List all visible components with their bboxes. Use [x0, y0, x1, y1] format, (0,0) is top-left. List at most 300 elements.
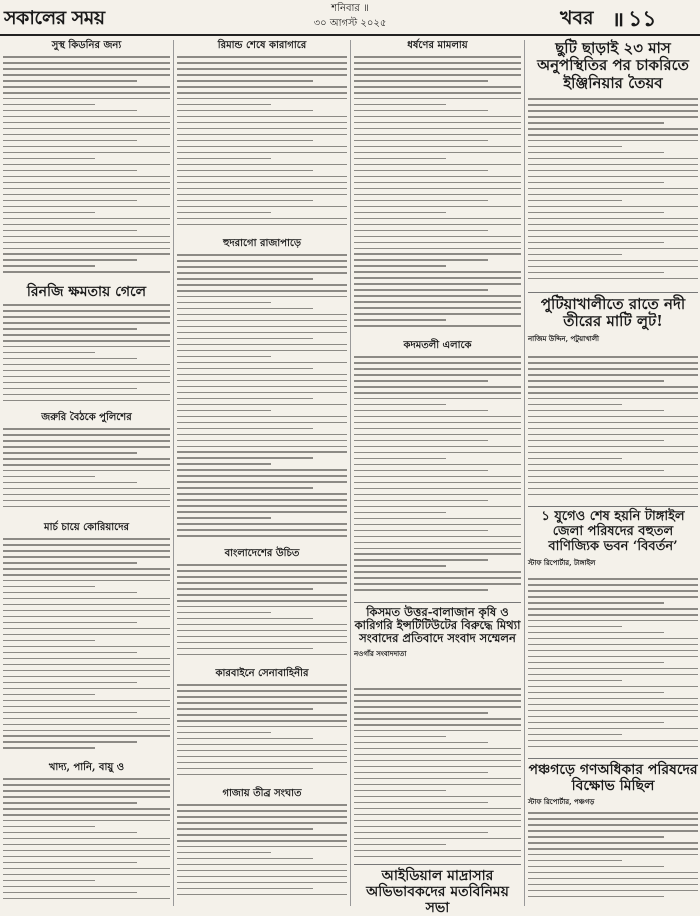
text-line: [3, 170, 137, 172]
text-line: [354, 92, 521, 94]
text-line: [3, 718, 170, 720]
text-line: [528, 686, 698, 688]
text-line: [177, 457, 313, 459]
text-line: [354, 500, 488, 502]
text-line: [528, 722, 664, 724]
text-line: [3, 265, 95, 267]
text-line: [354, 796, 521, 798]
text-line: [354, 724, 521, 726]
text-line: [354, 694, 521, 696]
text-line: [528, 182, 664, 184]
text-line: [3, 494, 170, 496]
text-line: [177, 188, 347, 190]
text-line: [177, 56, 347, 58]
text-line: [3, 334, 170, 336]
text-line: [3, 506, 170, 508]
text-line: [354, 850, 521, 852]
text-line: [528, 398, 698, 400]
text-line: [177, 804, 347, 806]
text-line: [528, 380, 664, 382]
text-line: [3, 856, 170, 858]
text-line: [354, 826, 521, 828]
text-line: [177, 254, 347, 256]
text-line: [177, 505, 347, 507]
text-line: [177, 122, 347, 124]
text-line: [3, 874, 170, 876]
text-line: [528, 866, 664, 868]
text-line: [177, 535, 347, 537]
text-line: [528, 716, 698, 718]
text-line: [354, 158, 446, 160]
headline-tangail: ১ যুগেও শেষ হয়নি টাঙ্গাইল জেলা পরিষদের বহুতল বাণিজ্যিক ভবন ‘বিবর্তন’: [541, 509, 685, 554]
text-line: [354, 559, 488, 561]
text-line: [177, 576, 347, 578]
text-line: [3, 664, 170, 666]
text-line: [177, 714, 347, 716]
text-line: [354, 814, 521, 816]
text-line: [354, 856, 521, 858]
text-line: [528, 458, 622, 460]
text-line: [177, 642, 347, 644]
text-line: [528, 422, 698, 424]
text-line: [177, 356, 271, 358]
text-line: [177, 750, 347, 752]
text-line: [3, 790, 170, 792]
headline-bangladesh: বাংলাদেশের উচিত: [224, 548, 300, 559]
text-line: [354, 128, 521, 130]
text-line: [354, 62, 521, 64]
text-line: [354, 68, 521, 70]
text-line: [354, 80, 488, 82]
text-line: [528, 254, 622, 256]
article-panchagarh: [528, 762, 698, 906]
column-rule-1: [173, 40, 174, 906]
text-line: [528, 704, 698, 706]
body-text: [3, 56, 170, 278]
text-line: [3, 820, 170, 822]
text-line: [177, 564, 347, 566]
text-line: [354, 230, 488, 232]
text-line: [3, 394, 170, 396]
text-line: [354, 706, 521, 708]
text-line: [3, 646, 170, 648]
text-line: [177, 338, 313, 340]
text-line: [354, 530, 488, 532]
column-3: [354, 40, 521, 916]
text-line: [3, 488, 170, 490]
text-line: [177, 606, 347, 608]
text-line: [177, 284, 347, 286]
text-line: [354, 778, 521, 780]
text-line: [354, 742, 488, 744]
text-line: [177, 588, 313, 590]
text-line: [3, 682, 137, 684]
text-line: [3, 92, 170, 94]
text-line: [177, 618, 313, 620]
body-text: [177, 684, 347, 782]
masthead-separator: ॥: [612, 7, 624, 31]
text-line: [354, 565, 446, 567]
text-line: [354, 688, 521, 690]
article-remand: [177, 40, 347, 234]
text-line: [528, 644, 698, 646]
text-line: [528, 374, 698, 376]
text-line: [528, 446, 698, 448]
text-line: [354, 476, 521, 478]
text-line: [177, 86, 347, 88]
text-line: [3, 482, 137, 484]
text-line: [177, 870, 347, 872]
text-line: [528, 812, 698, 814]
article-kadamtali: [354, 340, 521, 598]
text-line: [177, 110, 313, 112]
text-line: [354, 146, 521, 148]
text-line: [528, 116, 698, 118]
dateline: [240, 1, 460, 31]
text-line: [354, 838, 521, 840]
text-line: [354, 386, 521, 388]
text-line: [354, 820, 521, 822]
text-line: [177, 260, 347, 262]
article-kidney: [3, 40, 170, 280]
byline-kismot: নওগাঁর সংবাদদাতা: [354, 648, 407, 658]
text-line: [3, 98, 170, 100]
text-line: [3, 694, 95, 696]
text-line: [354, 248, 521, 250]
text-line: [354, 356, 521, 358]
body-text: [354, 356, 521, 596]
text-line: [354, 577, 521, 579]
text-line: [177, 344, 347, 346]
masthead: [0, 0, 700, 36]
text-line: [3, 206, 170, 208]
text-line: [3, 304, 170, 306]
text-line: [177, 834, 347, 836]
text-line: [3, 634, 170, 636]
text-line: [3, 676, 170, 678]
text-line: [354, 506, 521, 508]
text-line: [3, 580, 170, 582]
text-line: [354, 790, 446, 792]
text-line: [177, 386, 347, 388]
text-line: [177, 720, 347, 722]
text-line: [354, 416, 521, 418]
headline-rape-case: ধর্ষণের মামলায়: [407, 40, 468, 51]
text-line: [177, 702, 347, 704]
text-line: [354, 86, 521, 88]
text-line: [354, 571, 521, 573]
text-line: [3, 598, 170, 600]
text-line: [3, 556, 170, 558]
text-line: [528, 740, 698, 742]
byline-patuakhali: নাজিম উদ্দিন, পটুয়াখালী: [528, 333, 600, 343]
body-text: [528, 356, 698, 502]
text-line: [3, 434, 170, 436]
text-line: [528, 206, 698, 208]
text-line: [528, 194, 698, 196]
text-line: [354, 428, 521, 430]
text-line: [177, 744, 347, 746]
text-line: [3, 838, 170, 840]
text-line: [3, 706, 170, 708]
text-line: [177, 451, 347, 453]
text-line: [354, 374, 521, 376]
text-line: [528, 248, 698, 250]
text-line: [528, 848, 698, 850]
text-line: [354, 271, 521, 273]
text-line: [3, 242, 170, 244]
text-line: [177, 374, 347, 376]
text-line: [3, 640, 95, 642]
text-line: [3, 259, 137, 261]
text-line: [3, 880, 95, 882]
text-line: [177, 116, 347, 118]
column-1: [3, 40, 170, 906]
text-line: [177, 624, 347, 626]
text-line: [177, 380, 347, 382]
text-line: [528, 140, 698, 142]
text-line: [354, 116, 521, 118]
text-line: [3, 194, 170, 196]
text-line: [3, 428, 170, 430]
text-line: [177, 594, 347, 596]
text-line: [3, 604, 170, 606]
text-line: [354, 170, 488, 172]
headline-police: জরুরি বৈঠকে পুলিশের: [41, 412, 132, 423]
text-line: [3, 898, 170, 900]
text-line: [354, 212, 446, 214]
body-text: [177, 804, 347, 904]
text-line: [528, 878, 698, 880]
article-korea: [3, 522, 170, 758]
text-line: [354, 176, 521, 178]
text-line: [3, 476, 95, 478]
text-line: [528, 596, 698, 598]
text-line: [528, 602, 664, 604]
text-line: [177, 368, 313, 370]
text-line: [354, 404, 446, 406]
headline-kidney: সুস্থ কিডনির জন্য: [51, 40, 122, 51]
text-line: [3, 322, 170, 324]
text-line: [177, 816, 347, 818]
text-line: [177, 852, 271, 854]
text-line: [354, 760, 521, 762]
text-line: [3, 832, 137, 834]
text-line: [177, 846, 347, 848]
text-line: [3, 458, 170, 460]
text-line: [354, 277, 521, 279]
text-line: [177, 362, 347, 364]
headline-food: খাদ্য, পানি, বায়ু ও: [48, 762, 125, 773]
article-bangladesh: [177, 548, 347, 664]
text-line: [3, 86, 170, 88]
text-line: [528, 482, 698, 484]
text-line: [3, 452, 137, 454]
text-line: [3, 376, 170, 378]
text-line: [528, 428, 698, 430]
text-line: [3, 892, 137, 894]
text-line: [528, 890, 698, 892]
text-line: [177, 68, 347, 70]
text-line: [528, 98, 698, 100]
text-line: [528, 224, 698, 226]
text-line: [528, 386, 698, 388]
text-line: [528, 176, 698, 178]
text-line: [354, 422, 521, 424]
text-line: [528, 632, 664, 634]
text-line: [177, 612, 271, 614]
text-line: [3, 550, 170, 552]
text-line: [177, 858, 313, 860]
text-line: [3, 747, 95, 749]
headline-army: কারবাইনে সেনাবাহিনীর: [215, 668, 309, 679]
text-line: [3, 850, 170, 852]
text-line: [528, 392, 698, 394]
text-line: [3, 218, 170, 220]
text-line: [354, 542, 521, 544]
headline-gaza: গাজায় তীব্র সংঘাত: [222, 788, 302, 799]
column-2: [177, 40, 347, 906]
text-line: [3, 446, 170, 448]
text-line: [3, 724, 170, 726]
text-line: [177, 62, 347, 64]
text-line: [3, 741, 137, 743]
date: ৩০ আগস্ট ২০২৫: [313, 18, 387, 29]
text-line: [528, 152, 664, 154]
text-line: [528, 620, 698, 622]
text-line: [3, 122, 170, 124]
text-line: [528, 368, 698, 370]
text-line: [3, 382, 170, 384]
text-line: [177, 726, 347, 728]
headline-engineer: ছুটি ছাড়াই ২৩ মাস অনুপস্থিতির পর চাকরিতে ইঞ্জিনিয়ার তৈয়ব: [537, 39, 689, 92]
text-line: [3, 610, 170, 612]
text-line: [3, 778, 170, 780]
text-line: [528, 824, 698, 826]
text-line: [528, 200, 622, 202]
text-line: [177, 654, 347, 656]
text-line: [354, 700, 521, 702]
text-line: [354, 362, 521, 364]
text-line: [354, 236, 521, 238]
text-line: [528, 104, 698, 106]
text-line: [354, 464, 521, 466]
article-rinji: [3, 284, 170, 408]
text-line: [528, 236, 698, 238]
text-line: [177, 218, 347, 220]
text-line: [177, 882, 347, 884]
text-line: [177, 828, 313, 830]
text-line: [3, 730, 170, 732]
text-line: [3, 802, 137, 804]
text-line: [177, 630, 347, 632]
text-line: [177, 290, 347, 292]
text-line: [3, 712, 137, 714]
text-line: [177, 756, 347, 758]
text-line: [354, 452, 521, 454]
text-line: [177, 732, 271, 734]
text-line: [354, 434, 521, 436]
text-line: [177, 416, 347, 418]
text-line: [177, 128, 347, 130]
article-hudrago: [177, 238, 347, 544]
text-line: [177, 876, 347, 878]
article-engineer: [528, 40, 698, 290]
paper-name: সকালের সময়: [4, 7, 105, 29]
headline-hudrago: হুদরাগো রাজাপাড়ে: [222, 238, 302, 249]
text-line: [177, 440, 347, 442]
text-line: [354, 494, 521, 496]
text-line: [354, 736, 446, 738]
text-line: [354, 253, 521, 255]
text-line: [177, 308, 313, 310]
text-line: [3, 592, 137, 594]
headline-korea: মার্চ চায়ে কোরিয়াদের: [44, 522, 129, 533]
text-line: [354, 104, 446, 106]
text-line: [354, 307, 521, 309]
text-line: [354, 289, 488, 291]
text-line: [354, 458, 446, 460]
text-line: [528, 818, 698, 820]
article-kismot: [354, 606, 521, 864]
text-line: [3, 271, 170, 273]
text-line: [354, 536, 521, 538]
text-line: [354, 718, 521, 720]
text-line: [528, 464, 698, 466]
text-line: [177, 272, 347, 274]
text-line: [354, 122, 521, 124]
text-line: [3, 188, 170, 190]
text-line: [177, 404, 347, 406]
text-line: [528, 218, 698, 220]
text-line: [528, 710, 698, 712]
text-line: [354, 194, 521, 196]
text-line: [177, 320, 347, 322]
text-line: [177, 152, 347, 154]
text-line: [528, 734, 622, 736]
text-line: [3, 146, 170, 148]
text-line: [3, 400, 170, 402]
text-line: [528, 356, 698, 358]
text-line: [354, 200, 488, 202]
text-line: [177, 768, 313, 770]
text-line: [3, 80, 137, 82]
text-line: [354, 140, 488, 142]
text-line: [177, 398, 313, 400]
text-line: [354, 518, 521, 520]
text-line: [528, 656, 698, 658]
text-line: [177, 98, 347, 100]
text-line: [528, 164, 698, 166]
body-text: [3, 778, 170, 904]
text-line: [354, 164, 521, 166]
text-line: [354, 380, 488, 382]
text-line: [3, 164, 170, 166]
text-line: [177, 684, 347, 686]
text-line: [177, 206, 347, 208]
text-line: [3, 316, 170, 318]
text-line: [528, 470, 664, 472]
text-line: [177, 80, 313, 82]
text-line: [177, 888, 313, 890]
text-line: [528, 134, 698, 136]
text-line: [354, 482, 521, 484]
text-line: [177, 523, 347, 525]
text-line: [3, 182, 170, 184]
text-line: [354, 224, 521, 226]
text-line: [528, 410, 664, 412]
text-line: [177, 212, 271, 214]
